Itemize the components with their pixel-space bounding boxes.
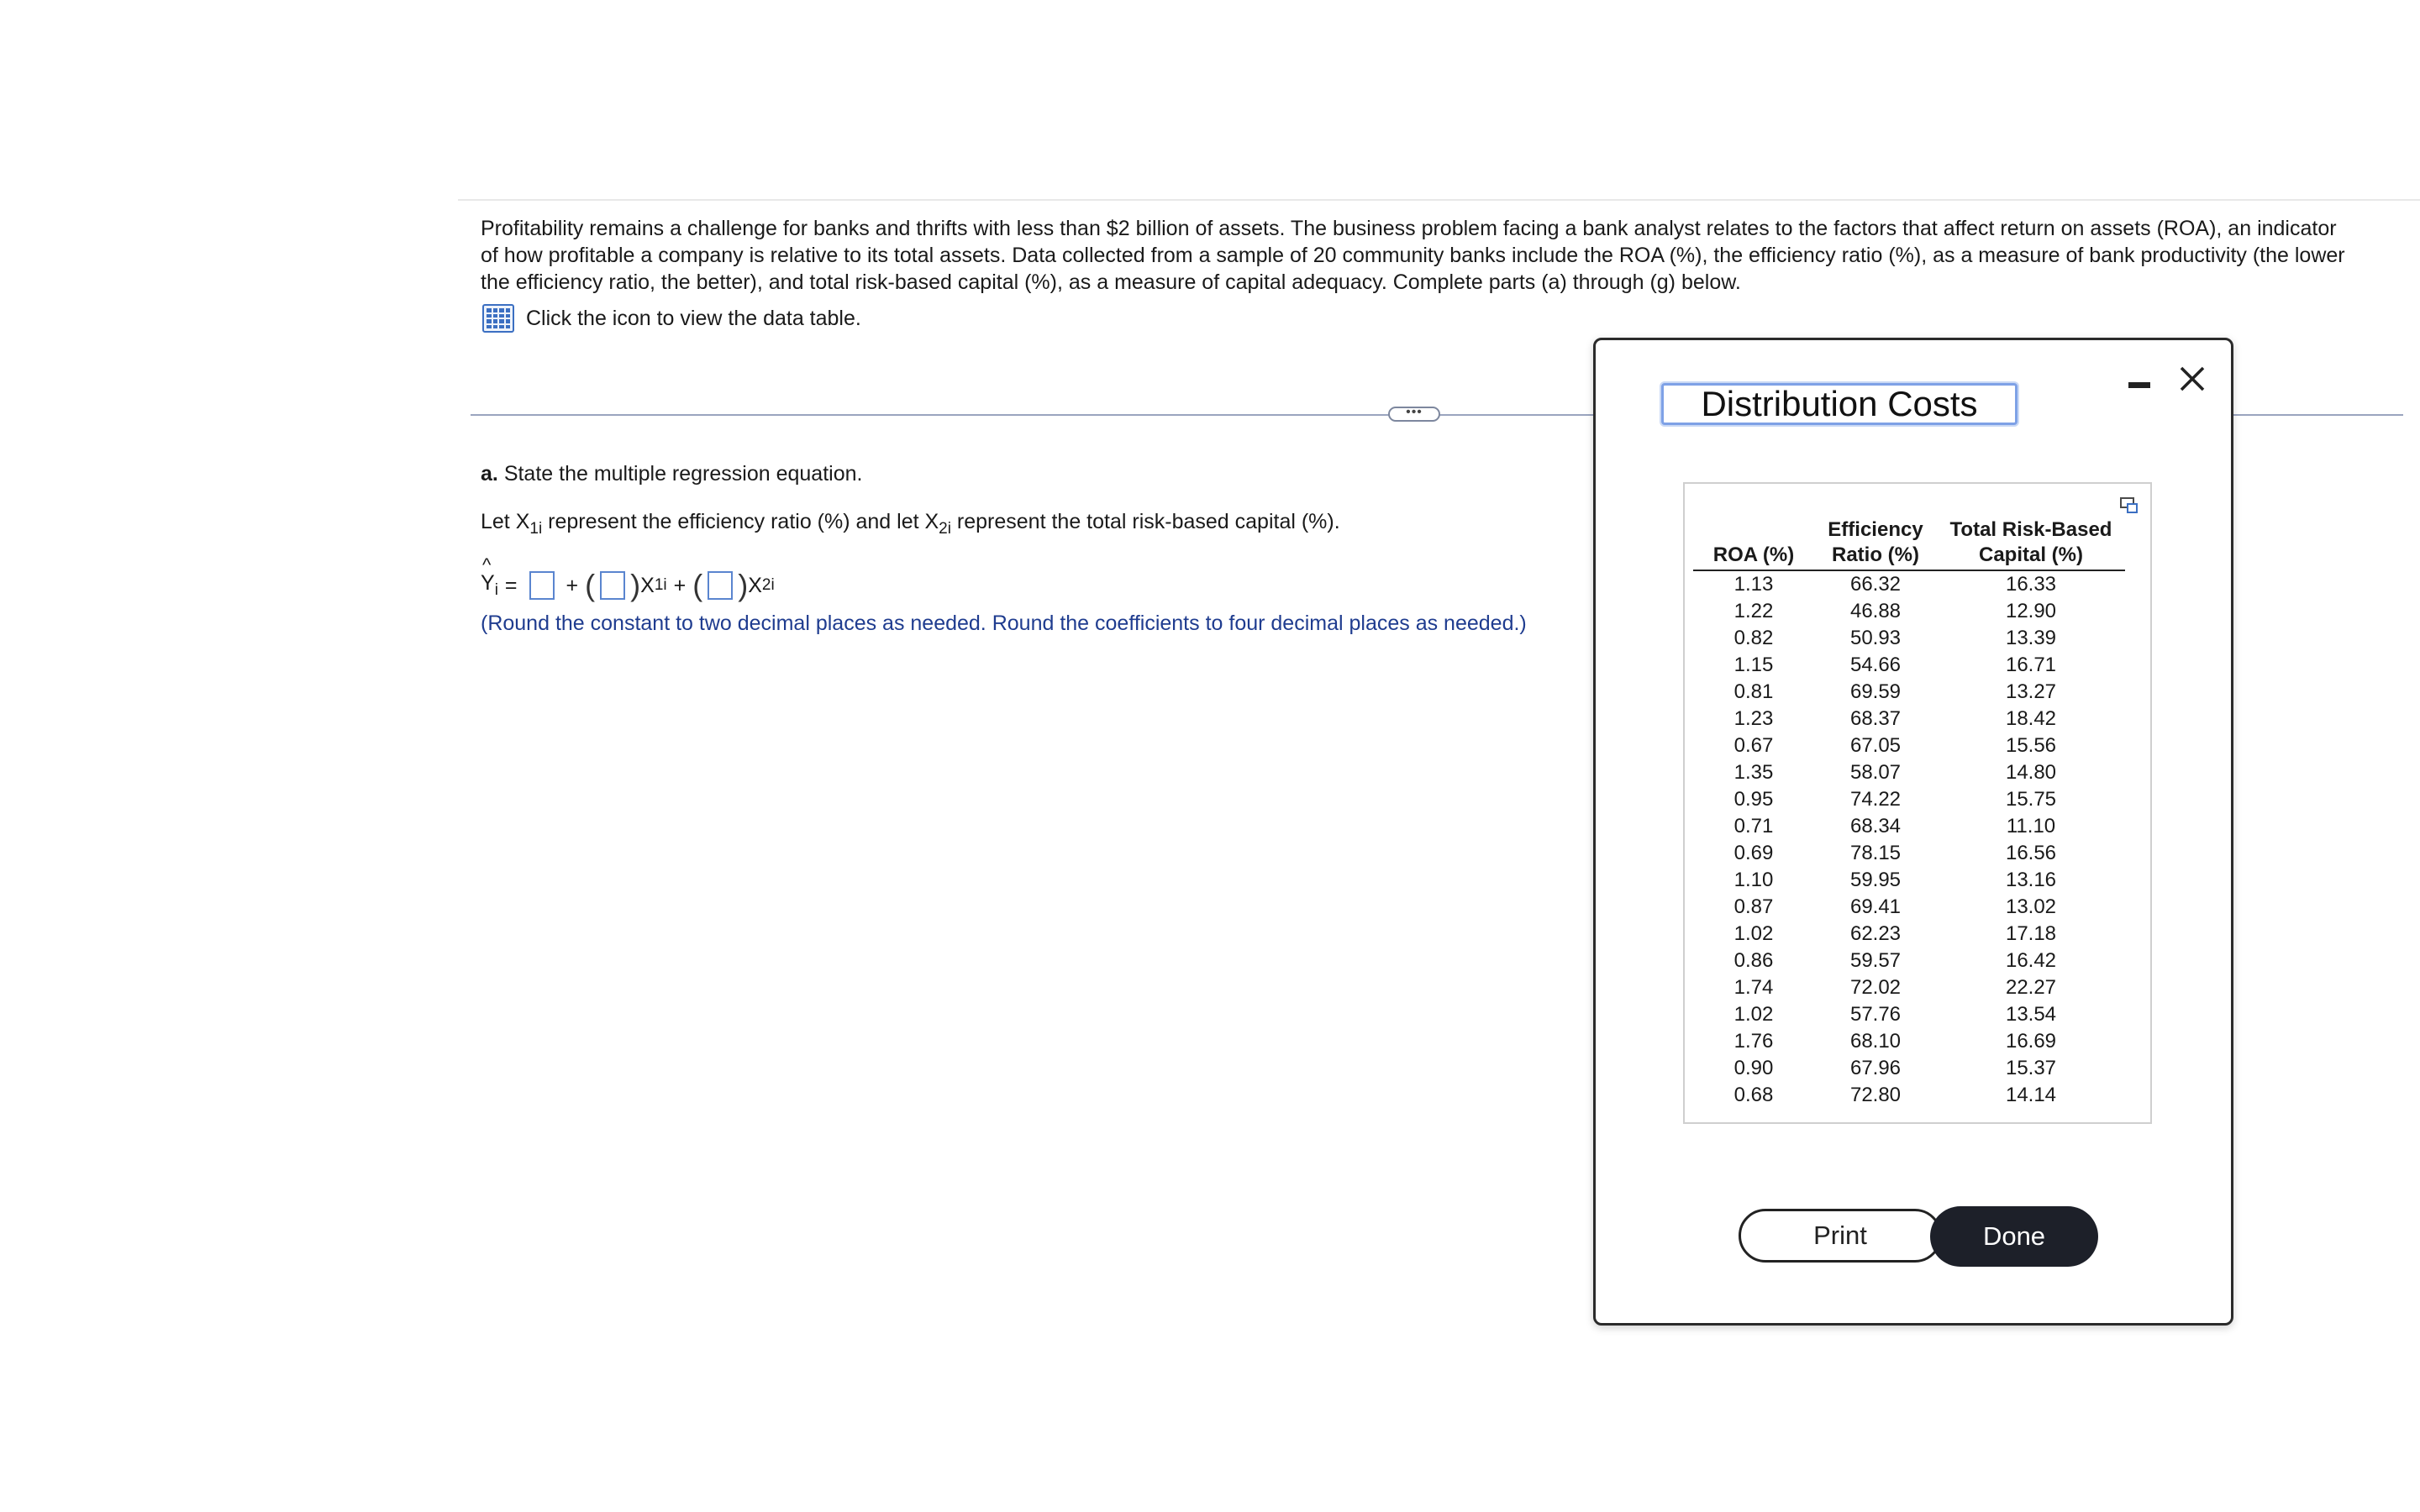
open-paren: ( (692, 568, 703, 602)
table-cell: 66.32 (1849, 573, 1902, 596)
table-row (1693, 1082, 2125, 1109)
table-row (1693, 1028, 2125, 1055)
table-cell: 57.76 (1849, 1003, 1902, 1026)
subscript-1i: 1i (529, 520, 543, 538)
table-cell: 15.56 (2005, 734, 2057, 757)
table-cell: 16.56 (2005, 842, 2057, 864)
header-efficiency: Efficiency Ratio (%) (1814, 517, 1937, 570)
table-row (1693, 813, 2125, 840)
table-cell: 15.75 (2005, 788, 2057, 811)
table-cell: 14.14 (2005, 1084, 2057, 1106)
table-cell: 46.88 (1849, 600, 1902, 622)
dialog-title: Distribution Costs (1661, 383, 2018, 425)
table-cell: 68.37 (1849, 707, 1902, 730)
table-cell: 0.81 (1733, 680, 1774, 703)
table-cell: 13.27 (2005, 680, 2057, 703)
table-cell: 1.35 (1733, 761, 1774, 784)
expand-more-button[interactable]: ••• (1388, 407, 1440, 422)
table-cell: 1.02 (1733, 1003, 1774, 1026)
y-symbol: Y (481, 571, 495, 595)
grid-table-icon[interactable] (482, 304, 514, 333)
table-row (1693, 570, 2125, 598)
table-cell: 1.76 (1733, 1030, 1774, 1053)
table-row (1693, 786, 2125, 813)
table-row (1693, 759, 2125, 786)
close-icon[interactable] (2177, 364, 2207, 394)
table-cell: 74.22 (1849, 788, 1902, 811)
table-row (1693, 1055, 2125, 1082)
table-body (1693, 570, 2125, 1109)
coefficient-x1-input[interactable] (600, 571, 625, 600)
question-intro (481, 215, 2346, 296)
variable-definition (481, 510, 1340, 538)
table-row (1693, 867, 2125, 894)
open-paren: ( (585, 568, 596, 602)
hat-symbol: ^ (482, 554, 492, 575)
constant-input[interactable] (529, 571, 555, 600)
table-cell: 16.71 (2005, 654, 2057, 676)
table-cell: 1.02 (1733, 922, 1774, 945)
table-row (1693, 894, 2125, 921)
x1-subscript: 1i (654, 576, 667, 594)
data-table (1693, 517, 2125, 1109)
table-cell: 17.18 (2005, 922, 2057, 945)
table-cell: 15.37 (2005, 1057, 2057, 1079)
coefficient-x2-input[interactable] (708, 571, 733, 600)
part-a-label: a. (481, 462, 498, 486)
let-prefix: Let X (481, 510, 530, 533)
close-paren: ) (630, 568, 641, 602)
table-cell: 62.23 (1849, 922, 1902, 945)
table-row (1693, 840, 2125, 867)
x2-subscript: 2i (761, 576, 775, 594)
x1-symbol: X (640, 573, 655, 597)
table-cell: 22.27 (2005, 976, 2057, 999)
table-row (1693, 948, 2125, 974)
table-cell: 18.42 (2005, 707, 2057, 730)
table-cell: 1.22 (1733, 600, 1774, 622)
minimize-icon[interactable] (2128, 382, 2150, 388)
let-middle: represent the efficiency ratio (%) and let X (542, 510, 939, 533)
print-button[interactable]: Print (1739, 1209, 1942, 1263)
table-cell: 13.02 (2005, 895, 2057, 918)
table-cell: 1.74 (1733, 976, 1774, 999)
header-roa: ROA (%) (1693, 517, 1814, 570)
data-link-text[interactable]: Click the icon to view the data table. (526, 306, 861, 330)
table-cell: 0.68 (1733, 1084, 1774, 1106)
table-cell: 0.71 (1733, 815, 1774, 837)
equals-sign: = (504, 573, 518, 597)
data-table-panel (1683, 482, 2152, 1124)
table-row (1693, 706, 2125, 732)
table-cell: 68.10 (1849, 1030, 1902, 1053)
table-cell: 0.69 (1733, 842, 1774, 864)
top-rule (458, 199, 2420, 201)
table-cell: 0.82 (1733, 627, 1774, 649)
table-cell: 58.07 (1849, 761, 1902, 784)
table-row (1693, 598, 2125, 625)
table-cell: 14.80 (2005, 761, 2057, 784)
table-cell: 0.87 (1733, 895, 1774, 918)
table-cell: 72.02 (1849, 976, 1902, 999)
table-cell: 1.23 (1733, 707, 1774, 730)
table-cell: 13.54 (2005, 1003, 2057, 1026)
copy-icon[interactable] (2120, 497, 2139, 514)
x2-symbol: X (748, 573, 762, 597)
table-cell: 69.41 (1849, 895, 1902, 918)
table-row (1693, 625, 2125, 652)
subscript-2i: 2i (939, 520, 951, 538)
table-cell: 12.90 (2005, 600, 2057, 622)
table-row (1693, 1001, 2125, 1028)
close-paren: ) (738, 568, 749, 602)
table-cell: 78.15 (1849, 842, 1902, 864)
table-row (1693, 679, 2125, 706)
y-subscript: i (494, 581, 498, 599)
done-button[interactable]: Done (1930, 1206, 2098, 1267)
table-cell: 68.34 (1849, 815, 1902, 837)
table-cell: 59.57 (1849, 949, 1902, 972)
table-row (1693, 652, 2125, 679)
table-cell: 16.33 (2005, 573, 2057, 596)
table-cell: 0.95 (1733, 788, 1774, 811)
header-capital: Total Risk-Based Capital (%) (1937, 517, 2125, 570)
y-hat (481, 554, 498, 600)
table-cell: 16.42 (2005, 949, 2057, 972)
table-cell: 69.59 (1849, 680, 1902, 703)
table-header-row (1693, 517, 2125, 570)
regression-equation (481, 554, 775, 602)
table-cell: 0.86 (1733, 949, 1774, 972)
table-cell: 1.13 (1733, 573, 1774, 596)
table-cell: 72.80 (1849, 1084, 1902, 1106)
part-a-heading (481, 462, 862, 486)
table-cell: 0.90 (1733, 1057, 1774, 1079)
table-cell: 1.10 (1733, 869, 1774, 891)
data-table-dialog (1593, 338, 2233, 1326)
data-table-link[interactable] (482, 304, 861, 333)
table-row (1693, 974, 2125, 1001)
rounding-instructions: (Round the constant to two decimal places as needed. Round the coefficients to four decimal places as needed.) (481, 612, 1527, 635)
let-suffix: represent the total risk-based capital (%). (950, 510, 1340, 533)
table-cell: 67.96 (1849, 1057, 1902, 1079)
table-cell: 0.67 (1733, 734, 1774, 757)
table-row (1693, 732, 2125, 759)
table-cell: 16.69 (2005, 1030, 2057, 1053)
table-cell: 59.95 (1849, 869, 1902, 891)
table-cell: 11.10 (2006, 815, 2056, 837)
table-cell: 1.15 (1733, 654, 1774, 676)
table-cell: 13.16 (2005, 869, 2057, 891)
table-cell: 50.93 (1849, 627, 1902, 649)
table-cell: 13.39 (2005, 627, 2057, 649)
part-a-prompt: State the multiple regression equation. (503, 462, 863, 486)
plus-sign: + (566, 573, 579, 597)
intro-text: Profitability remains a challenge for banks and thrifts with less than $2 billion of assets. The business problem facing a bank analyst relates to the factors that affect return on assets (ROA), an indicator of how profitable a company is relative to its total assets. Data collected from a sample of 20 community banks include the ROA (%), the efficiency ratio (%), as a measure of bank productivity (the lower the efficiency ratio, the better), and total risk-based capital (%), as a measure of capital adequacy. Complete parts (a) through (g) below. (481, 217, 2345, 294)
plus-sign: + (673, 573, 687, 597)
table-cell: 54.66 (1849, 654, 1902, 676)
table-row (1693, 921, 2125, 948)
table-cell: 67.05 (1849, 734, 1902, 757)
